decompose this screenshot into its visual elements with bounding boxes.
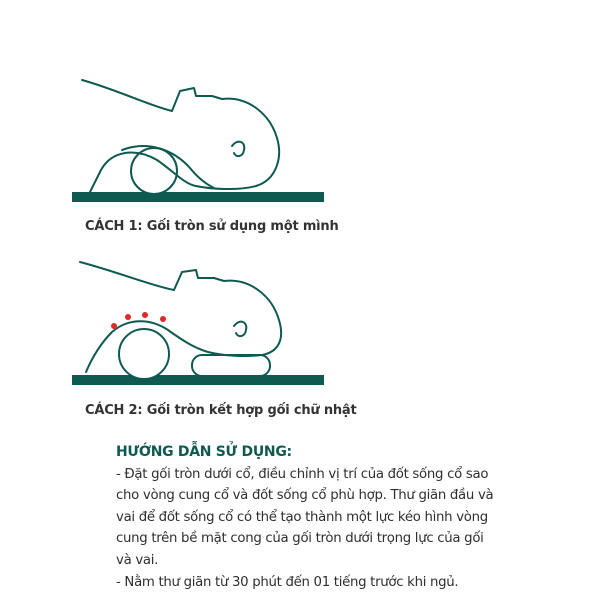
pressure-dot <box>142 312 148 318</box>
method2-round-pillow <box>119 329 169 379</box>
pressure-dot <box>111 323 117 329</box>
method1-caption: CÁCH 1: Gối tròn sử dụng một mình <box>85 219 339 234</box>
usage-guide-line: cung trên bề mặt cong của gối tròn dưới trọng lực của gối <box>116 531 484 547</box>
usage-guide-line: - Nằm thư giãn từ 30 phút đến 01 tiếng trước khi ngủ. <box>116 574 459 590</box>
usage-guide-line: và vai. <box>116 552 159 568</box>
method2-ear <box>234 322 246 336</box>
usage-guide-line: - Đặt gối tròn dưới cổ, điều chỉnh vị trí của đốt sống cổ sao <box>116 466 489 482</box>
method2-illustration <box>72 262 324 385</box>
method1-mat <box>72 192 324 202</box>
method1-head-profile <box>82 80 279 192</box>
method2-rectangular-pillow <box>192 355 270 376</box>
method2-mat <box>72 375 324 385</box>
method2-head-profile <box>80 262 281 372</box>
method1-ear <box>232 142 244 156</box>
usage-guide <box>116 442 496 593</box>
usage-guide-title: HƯỚNG DẪN SỬ DỤNG: <box>116 444 292 460</box>
method2-caption: CÁCH 2: Gối tròn kết hợp gối chữ nhật <box>85 403 357 418</box>
pressure-dot <box>160 316 166 322</box>
usage-guide-line: vai để đốt sống cổ có thể tạo thành một lực kéo hình vòng <box>116 509 488 525</box>
usage-guide-line: cho vòng cung cổ và đốt sống cổ phù hợp. Thư giãn đầu và <box>116 488 494 504</box>
pressure-dot <box>125 314 131 320</box>
method1-illustration <box>72 80 324 202</box>
